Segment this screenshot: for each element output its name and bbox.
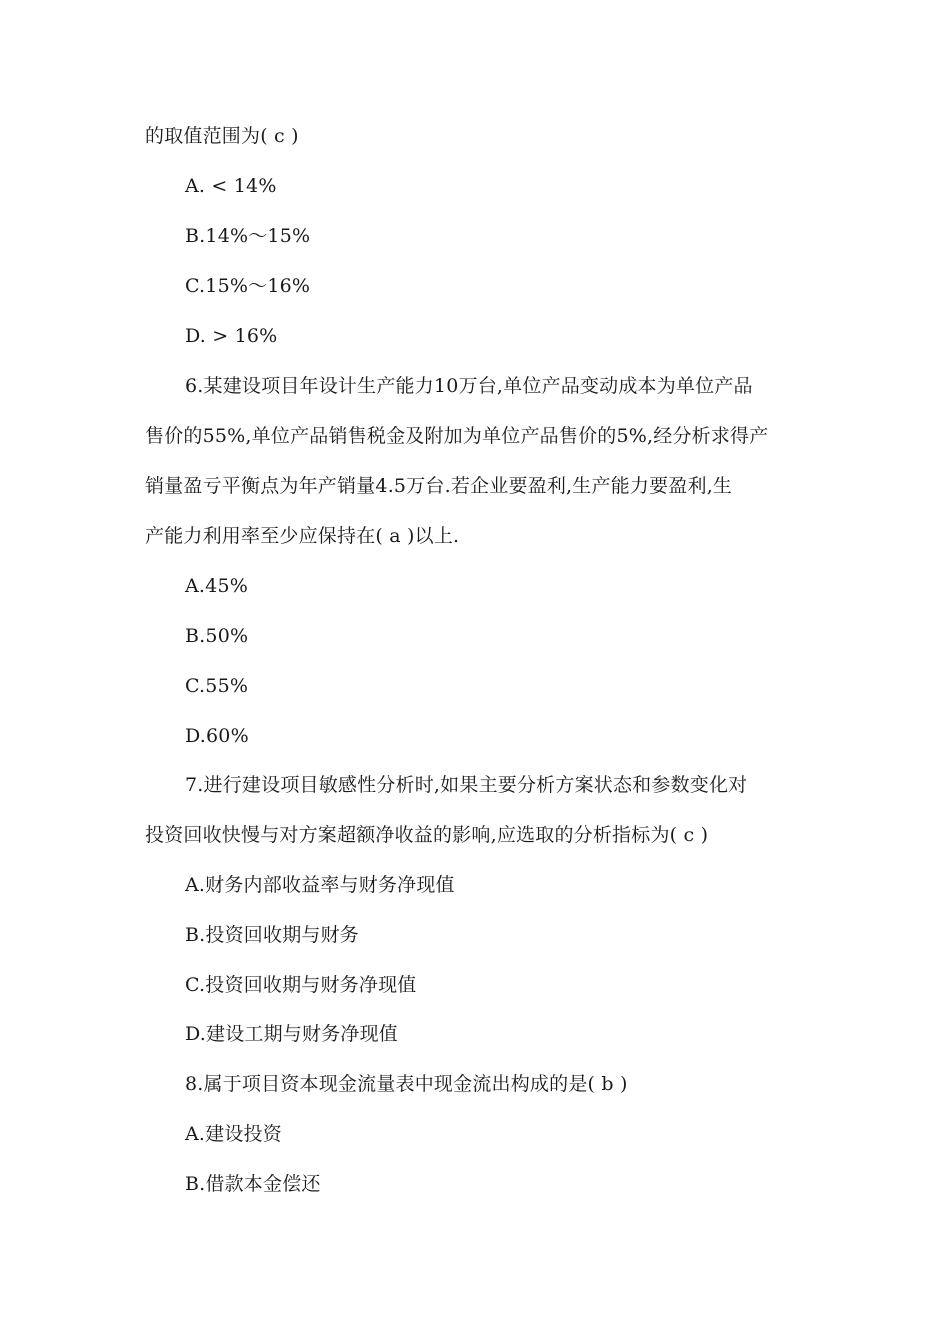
q8-option-b: B.借款本金偿还 bbox=[185, 1173, 321, 1195]
q6-option-b: B.50% bbox=[185, 625, 249, 647]
q8-option-a: A.建设投资 bbox=[185, 1123, 282, 1145]
q5-option-c: C.15%～16% bbox=[185, 275, 311, 297]
q7-option-d: D.建设工期与财务净现值 bbox=[185, 1023, 398, 1045]
question-6-stem-line-3: 销量盈亏平衡点为年产销量4.5万台.若企业要盈利,生产能力要盈利,生 bbox=[145, 475, 733, 497]
q6-option-a: A.45% bbox=[185, 575, 248, 597]
q7-option-b: B.投资回收期与财务 bbox=[185, 924, 360, 946]
question-5-stem-continuation: 的取值范围为( c ) bbox=[145, 125, 299, 147]
q5-option-d: D. > 16% bbox=[185, 325, 278, 347]
question-7-stem: 7.进行建设项目敏感性分析时,如果主要分析方案状态和参数变化对 bbox=[185, 774, 748, 796]
question-8-stem: 8.属于项目资本现金流量表中现金流出构成的是( b ) bbox=[185, 1073, 628, 1095]
q5-option-b: B.14%～15% bbox=[185, 225, 311, 247]
question-7-stem-line-2: 投资回收快慢与对方案超额净收益的影响,应选取的分析指标为( c ) bbox=[145, 824, 709, 846]
q7-option-c: C.投资回收期与财务净现值 bbox=[185, 974, 417, 996]
question-6-stem-line-4: 产能力利用率至少应保持在( a )以上. bbox=[145, 525, 460, 547]
q6-option-c: C.55% bbox=[185, 675, 249, 697]
q6-option-d: D.60% bbox=[185, 725, 249, 747]
question-6-stem: 6.某建设项目年设计生产能力10万台,单位产品变动成本为单位产品 bbox=[185, 375, 753, 397]
q7-option-a: A.财务内部收益率与财务净现值 bbox=[185, 874, 455, 896]
q5-option-a: A. < 14% bbox=[185, 175, 277, 197]
question-6-stem-line-2: 售价的55%,单位产品销售税金及附加为单位产品售价的5%,经分析求得产 bbox=[145, 425, 769, 447]
